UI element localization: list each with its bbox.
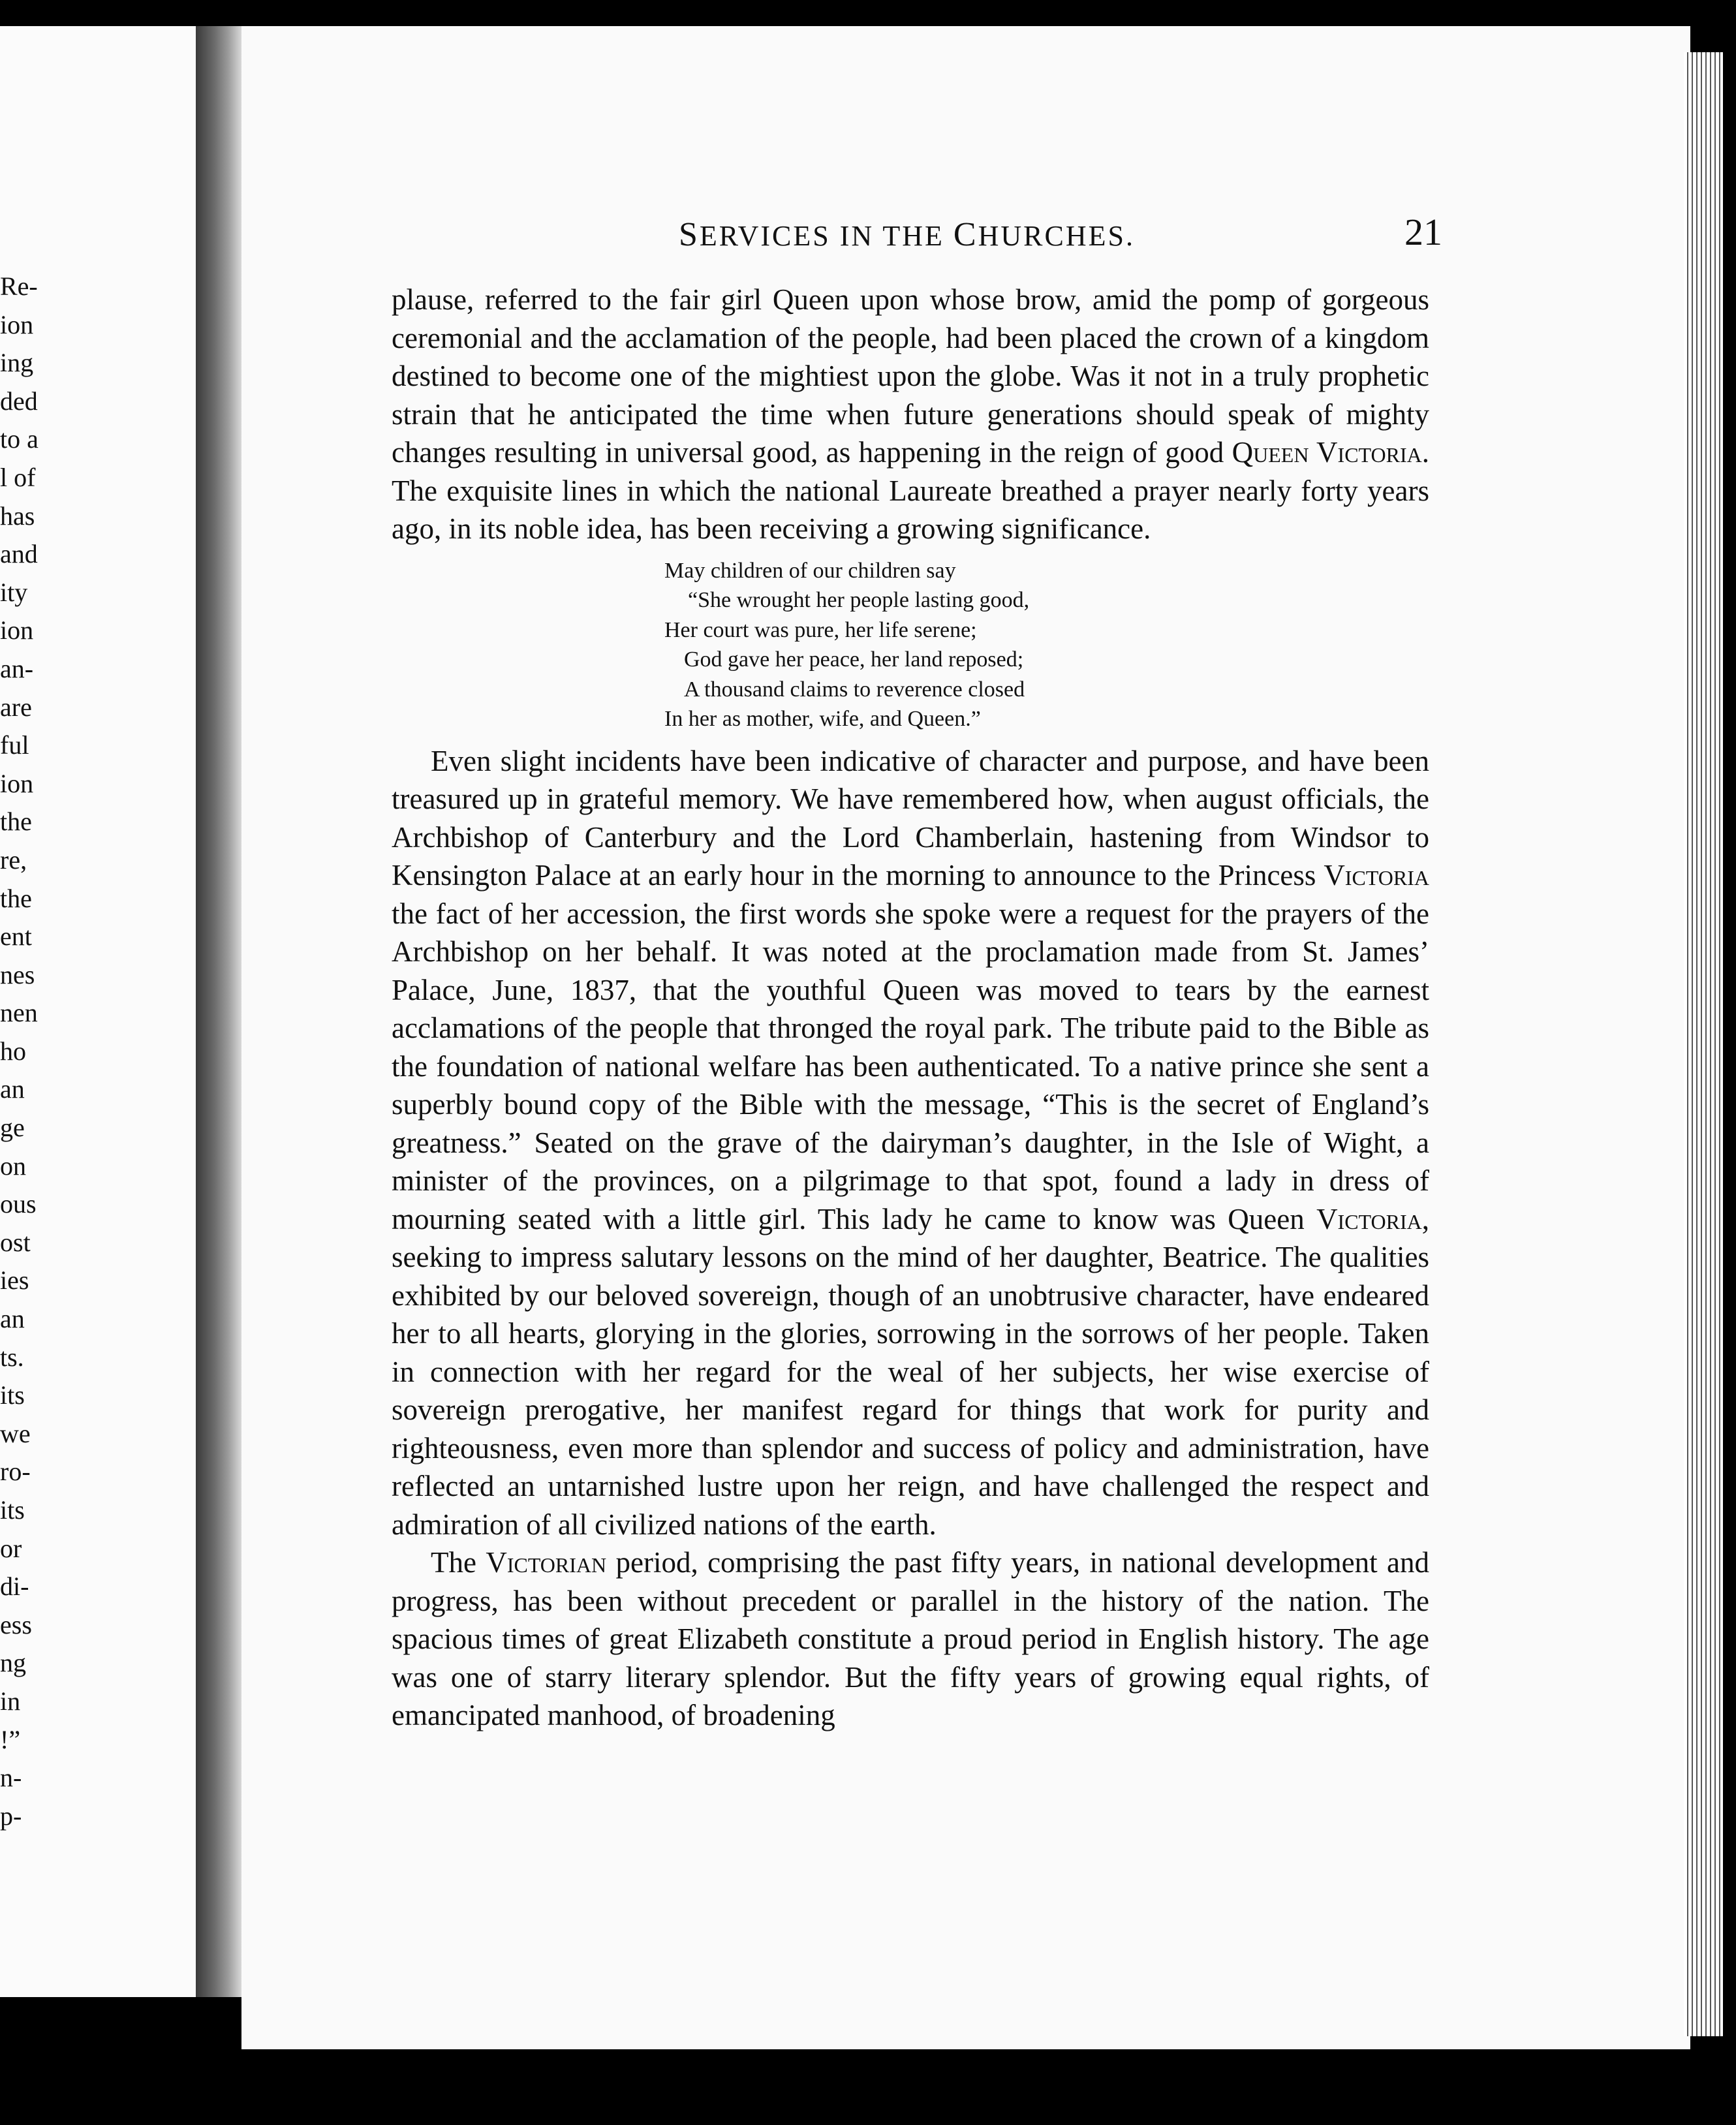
paragraph-1-text-2: . The exquisite lines in which the national Laureate breathed a prayer nearly forty years ago, in its noble idea, has been receiving a growing significance. <box>392 436 1429 545</box>
facing-page-line-ending: nes <box>0 959 35 989</box>
paragraph-3 <box>392 1543 1429 1735</box>
facing-page-line-ending: ts. <box>0 1342 24 1372</box>
facing-page-line-ending: di- <box>0 1572 29 1602</box>
body-text <box>392 281 1429 1735</box>
running-header <box>679 215 1135 254</box>
facing-page-line-ending: an- <box>0 653 34 683</box>
facing-page-line-ending: its <box>0 1495 25 1525</box>
facing-page-line-ending: !” <box>0 1724 21 1754</box>
facing-page-line-ending: ent <box>0 922 32 952</box>
facing-page-line-ending: ion <box>0 309 34 339</box>
paragraph-2 <box>392 742 1429 1544</box>
small-caps-name: Victorian <box>486 1546 607 1579</box>
facing-page-line-ending: ous <box>0 1189 37 1219</box>
facing-page-line-ending: ded <box>0 386 38 416</box>
facing-page-line-ending: its <box>0 1380 25 1410</box>
small-caps-name: Queen Victoria <box>1232 436 1422 469</box>
paragraph-1-text: plause, referred to the fair girl Queen upon whose brow, amid the pomp of gorgeous ceremonial and the acclamation of the people, had been placed the crown of a kingdom destined to become one of the mightiest upon the globe. Was it not in a truly prophetic strain that he anticipated the time when future generations should speak of mighty changes resulting in universal good, as happening in the reign of good <box>392 283 1429 469</box>
verse-quotation <box>664 556 1429 734</box>
facing-page-line-ending: re, <box>0 845 27 875</box>
facing-page-line-ending: ro- <box>0 1457 31 1487</box>
verse-line: God gave her peace, her land reposed; <box>684 647 1024 672</box>
facing-page-line-ending: we <box>0 1418 31 1448</box>
facing-page-line-ending: ge <box>0 1113 25 1143</box>
page-number: 21 <box>1404 211 1442 253</box>
small-caps-name: Victoria <box>1324 859 1429 892</box>
facing-page-line-ending: Re- <box>0 271 38 301</box>
facing-page-line-ending: ho <box>0 1036 26 1066</box>
facing-page-line-ending: ion <box>0 768 34 798</box>
verse-line: A thousand claims to reverence closed <box>684 677 1025 702</box>
facing-page-line-ending: and <box>0 539 38 569</box>
facing-page-line-ending: are <box>0 692 32 722</box>
facing-page-fragment <box>0 26 196 1997</box>
facing-page-line-ending: ess <box>0 1609 32 1639</box>
verse-line: “She wrought her people lasting good, <box>688 588 1030 612</box>
page-edge-stack <box>1684 52 1723 2036</box>
facing-page-line-ending: an <box>0 1304 25 1334</box>
facing-page-line-ending: ies <box>0 1265 29 1295</box>
running-header-initial-2: C <box>953 216 978 253</box>
paragraph-2-text-2: the fact of her accession, the first words she spoke were a request for the prayers of the Archbishop on her behalf. It was noted at the proclamation made from St. James’ Palace, June, 1837, that the youthful Queen was moved to tears by the earnest acclamations of the people that thronged the royal park. The tribute paid to the Bible as the foundation of national welfare has been authenticated. To a native prince she sent a superbly bound copy of the Bible with the message, “This is the secret of England’s greatness.” Seated on the grave of the dairyman’s daughter, in the Isle of Wight, a minister of the provinces, on a pilgrimage to that spot, found a lady in dress of mourning seated with a little girl. This lady he came to know was Queen <box>392 897 1429 1235</box>
facing-page-line-ending: nen <box>0 998 38 1028</box>
facing-page-line-ending: l of <box>0 462 36 492</box>
facing-page-line-ending: to a <box>0 424 39 454</box>
facing-page-line-ending: has <box>0 501 35 531</box>
facing-page-line-ending: ity <box>0 577 28 607</box>
paragraph-2-text-3: , seeking to impress salutary lessons on the mind of her daughter, Beatrice. The qualities exhibited by our beloved sovereign, though of an unobtrusive character, have endeared her to all hearts, glorying in the glories, sorrowing in the sorrows of her people. Taken in connection with her regard for the weal of her subjects, her wise exercise of sovereign prerogative, her manifest regard for things that work for purity and righteousness, even more than splendor and success of policy and administration, have reflected an untarnished lustre upon her reign, and have challenged the respect and admiration of all civilized nations of the earth. <box>392 1202 1429 1541</box>
facing-page-line-endings <box>0 268 59 1835</box>
paragraph-2-text: Even slight incidents have been indicative of character and purpose, and have been treasured up in grateful memory. We have remembered how, when august officials, the Archbishop of Canterbury and the Lord Chamberlain, hastening from Windsor to Kensington Palace at an early hour in the morning to announce to the Princess <box>392 744 1429 892</box>
facing-page-line-ending: on <box>0 1151 26 1181</box>
running-header-part-2: HURCHES. <box>978 220 1135 252</box>
facing-page-line-ending: ost <box>0 1227 31 1257</box>
running-header-initial: S <box>679 216 700 253</box>
facing-page-line-ending: n- <box>0 1763 22 1793</box>
facing-page-line-ending: p- <box>0 1801 22 1831</box>
facing-page-line-ending: ing <box>0 348 34 378</box>
facing-page-line-ending: ful <box>0 730 29 760</box>
paragraph-3-text: The <box>431 1546 486 1579</box>
facing-page-line-ending: ng <box>0 1648 26 1678</box>
verse-line: In her as mother, wife, and Queen.” <box>664 707 981 731</box>
facing-page-line-ending: the <box>0 807 32 837</box>
paragraph-1 <box>392 281 1429 548</box>
verse-line: May children of our children say <box>664 558 956 583</box>
book-gutter-shadow <box>196 26 241 1997</box>
facing-page-line-ending: the <box>0 883 32 913</box>
facing-page-line-ending: in <box>0 1686 21 1716</box>
verse-line: Her court was pure, her life serene; <box>664 617 977 642</box>
running-header-part: ERVICES IN THE <box>699 220 953 252</box>
facing-page-line-ending: an <box>0 1074 25 1104</box>
facing-page-line-ending: ion <box>0 615 34 645</box>
facing-page-line-ending: or <box>0 1533 22 1563</box>
small-caps-name: Victoria <box>1316 1202 1422 1235</box>
paragraph-3-text-2: period, comprising the past fifty years, in national development and progress, has been without precedent or parallel in the history of the nation. The spacious times of great Elizabeth constitute a proud period in English history. The age was one of starry literary splendor. But the fifty years of growing equal rights, of emancipated manhood, of broadening <box>392 1546 1429 1731</box>
